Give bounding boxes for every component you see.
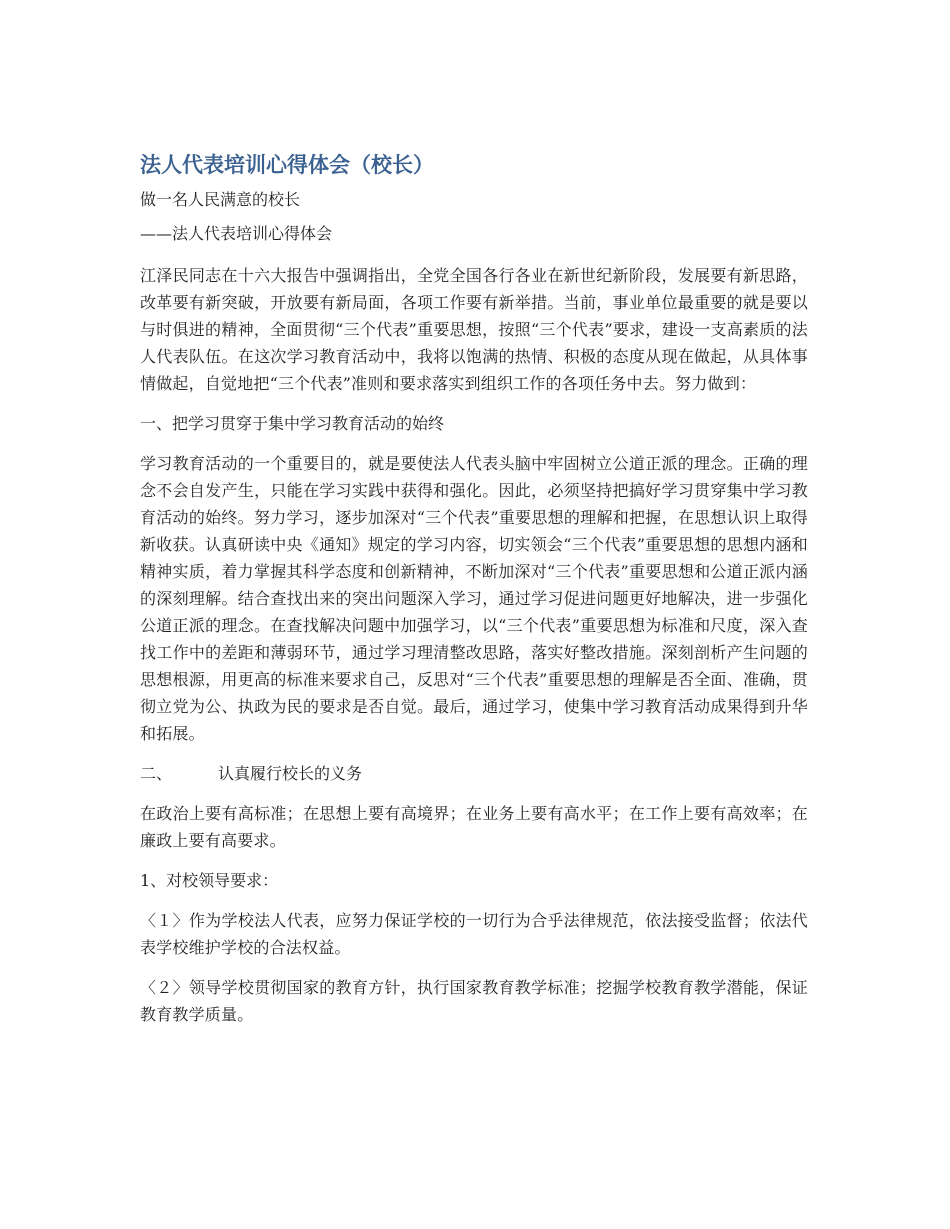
item-1-2-paragraph: 〈２〉领导学校贯彻国家的教育方针，执行国家教育教学标准；挖掘学校教育教学潜能，保证教育教学质量。 xyxy=(140,978,808,1024)
document-byline: ——法人代表培训心得体会 xyxy=(140,224,333,243)
section-2-heading xyxy=(140,760,808,787)
document-subtitle: 做一名人民满意的校长 xyxy=(140,190,301,209)
item-1-1-paragraph: 〈１〉作为学校法人代表，应努力保证学校的一切行为合乎法律规范，依法接受监督；依法代表学校维护学校的合法权益。 xyxy=(140,911,808,957)
section-2-title: 认真履行校长的义务 xyxy=(218,764,363,783)
section-1-heading: 一、把学习贯穿于集中学习教育活动的始终 xyxy=(140,414,445,433)
section-1-paragraph: 学习教育活动的一个重要目的，就是要使法人代表头脑中牢固树立公道正派的理念。正确的理念不会自发产生，只能在学习实践中获得和强化。因此，必须坚持把搞好学习贯穿集中学习教育活动的始终。努力学习，逐步加深对“三个代表”重要思想的理解和把握，在思想认识上取得新收获。认真研读中央《通知》规定的学习内容，切实领会“三个代表”重要思想的思想内涵和精神实质，着力掌握其科学态度和创新精神，不断加深对“三个代表”重要思想和公道正派内涵的深刻理解。结合查找出来的突出问题深入学习，通过学习促进问题更好地解决，进一步强化公道正派的理念。在查找解决问题中加强学习，以“三个代表”重要思想为标准和尺度，深入查找工作中的差距和薄弱环节，通过学习理清整改思路，落实好整改措施。深刻剖析产生问题的思想根源，用更高的标准来要求自己，反思对“三个代表”重要思想的理解是否全面、准确，贯彻立党为公、执政为民的要求是否自觉。最后，通过学习，使集中学习教育活动成果得到升华和拓展。 xyxy=(140,454,808,743)
section-2-paragraph: 在政治上要有高标准；在思想上要有高境界；在业务上要有高水平；在工作上要有高效率；在廉政上要有高要求。 xyxy=(140,804,808,850)
intro-paragraph: 江泽民同志在十六大报告中强调指出，全党全国各行各业在新世纪新阶段，发展要有新思路，改革要有新突破，开放要有新局面，各项工作要有新举措。当前，事业单位最重要的就是要以与时俱进的精神，全面贯彻“三个代表”重要思想，按照“三个代表”要求，建设一支高素质的法人代表队伍。在这次学习教育活动中，我将以饱满的热情、积极的态度从现在做起，从具体事情做起，自觉地把“三个代表”准则和要求落实到组织工作的各项任务中去。努力做到： xyxy=(140,266,808,393)
document-page xyxy=(140,150,808,1041)
item-1-heading: 1、对校领导要求： xyxy=(140,871,279,890)
section-2-number: 二、 xyxy=(140,764,173,783)
document-title: 法人代表培训心得体会（校长） xyxy=(140,153,434,177)
